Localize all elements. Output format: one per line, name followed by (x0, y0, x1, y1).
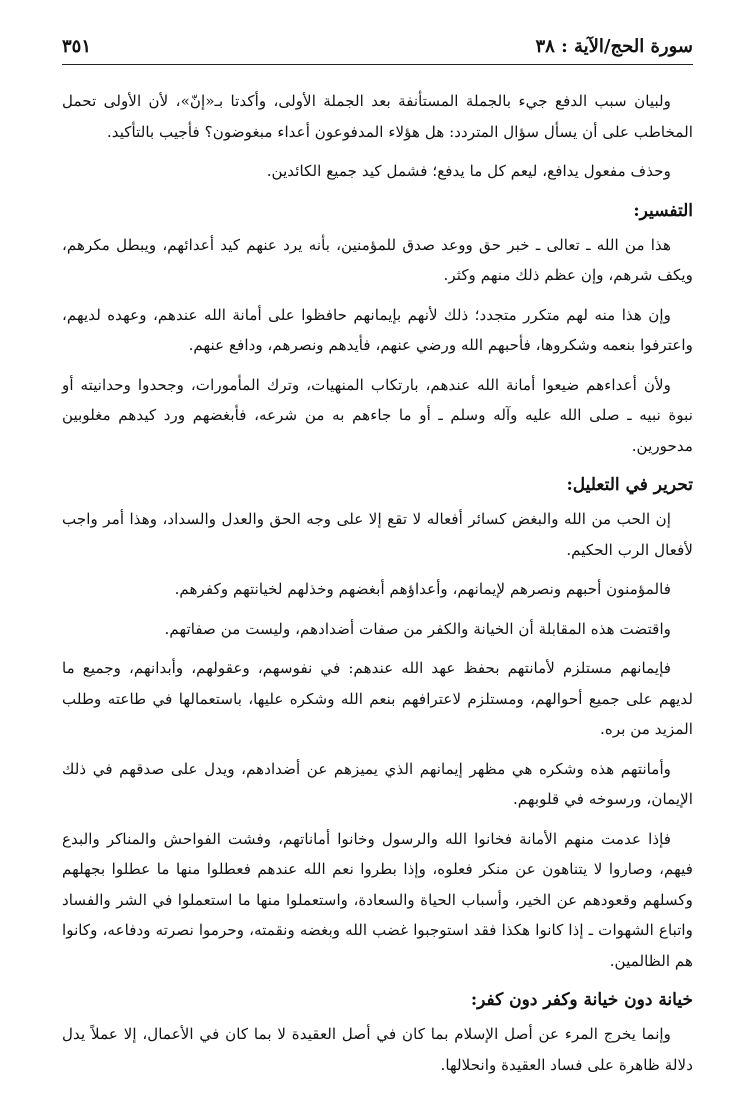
paragraph: فإيمانهم مستلزم لأمانتهم بحفظ عهد الله عندهم: في نفوسهم، وعقولهم، وأبدانهم، وجميع ما لديهم على جميع أحوالهم، ومستلزم لاعترافهم بنعم الله وشكره عليها، باستعمالها في طاعته وطلب المزيد من بره. (62, 659, 693, 738)
page-body (62, 86, 693, 1075)
paragraph: إن الحب من الله والبغض كسائر أفعاله لا تقع إلا على وجه الحق والعدل والسداد، وهذا أمر واجب لأفعال الرب الحكيم. (62, 510, 693, 559)
page-number: ٣٥١ (62, 36, 92, 57)
paragraph: واقتضت هذه المقابلة أن الخيانة والكفر من صفات أضدادهم، وليست من صفاتهم. (164, 619, 671, 638)
running-title: سورة الحج/الآية : ٣٨ (535, 36, 693, 57)
paragraph: هذا من الله ـ تعالى ـ خبر حق ووعد صدق للمؤمنين، بأنه يرد عنهم كيد أعدائهم، ويبطل مكرهم، ويكف شرهم، وإن عظم ذلك منهم وكثر. (62, 235, 693, 284)
paragraph: ولأن أعداءهم ضيعوا أمانة الله عندهم، بارتكاب المنهيات، وترك المأمورات، وجحدوا وحدانيته أو نبوة نبيه ـ صلى الله عليه وآله وسلم ـ أو ما جاءهم به من شرعه، فأبغضهم ورد كيدهم مغلوبين مدحورين. (62, 375, 693, 455)
paragraph: وإن هذا منه لهم متكرر متجدد؛ ذلك لأنهم بإيمانهم حافظوا على أمانة الله عندهم، وعهده لديهم، واعترفوا بنعمه وشكروها، فأحبهم الله ورضي عنهم، فأيدهم ونصرهم، ودافع عنهم. (62, 305, 693, 354)
paragraph: فإذا عدمت منهم الأمانة فخانوا الله والرسول وخانوا أماناتهم، وفشت الفواحش والمناكر والبدع فيهم، وصاروا لا يتناهون عن منكر فعلوه، وإذا بطروا نعم الله عندهم فعطلوا منها ما عطلوا بجهلهم وكسلهم وقعودهم عن الخير، وأسباب الحياة والسعادة، واستعملوا منها ما استعملوا في الشر والفساد واتباع الشهوات ـ إذا كانوا هكذا فقد استوجبوا غضب الله وبغضه ونقمته، وحرموا نصرته ودفاعه، وكانوا هم الظالمين. (62, 829, 693, 970)
section-heading: خيانة دون خيانة وكفر دون كفر: (470, 990, 693, 1010)
paragraph: وإنما يخرج المرء عن أصل الإسلام بما كان في أصل العقيدة لا بما كان في الأعمال، إلا عملاً يدل دلالة ظاهرة على فساد العقيدة وانحلالها. (62, 1025, 693, 1074)
paragraph: فالمؤمنون أحبهم ونصرهم لإيمانهم، وأعداؤهم أبغضهم وخذلهم لخيانتهم وكفرهم. (174, 580, 671, 598)
paragraph: وأمانتهم هذه وشكره هي مظهر إيمانهم الذي يميزهم عن أضدادهم، ويدل على صدقهم في ذلك الإيمان، ورسوخه في قلوبهم. (62, 759, 693, 808)
section-heading: التفسير: (633, 200, 693, 221)
section-heading: تحرير في التعليل: (566, 475, 693, 495)
paragraph: ولبيان سبب الدفع جيء بالجملة المستأنفة بعد الجملة الأولى، وأكدتا بـ«إنّ»، لأن الأولى تحمل المخاطب على أن يسأل سؤال المتردد: هل هؤلاء المدفوعون أعداء مبغوضون؟ فأجيب بالتأكيد. (62, 92, 693, 141)
paragraph: وحذف مفعول يدافع، ليعم كل ما يدفع؛ فشمل كيد جميع الكائدين. (266, 162, 671, 180)
page-header (62, 30, 693, 65)
